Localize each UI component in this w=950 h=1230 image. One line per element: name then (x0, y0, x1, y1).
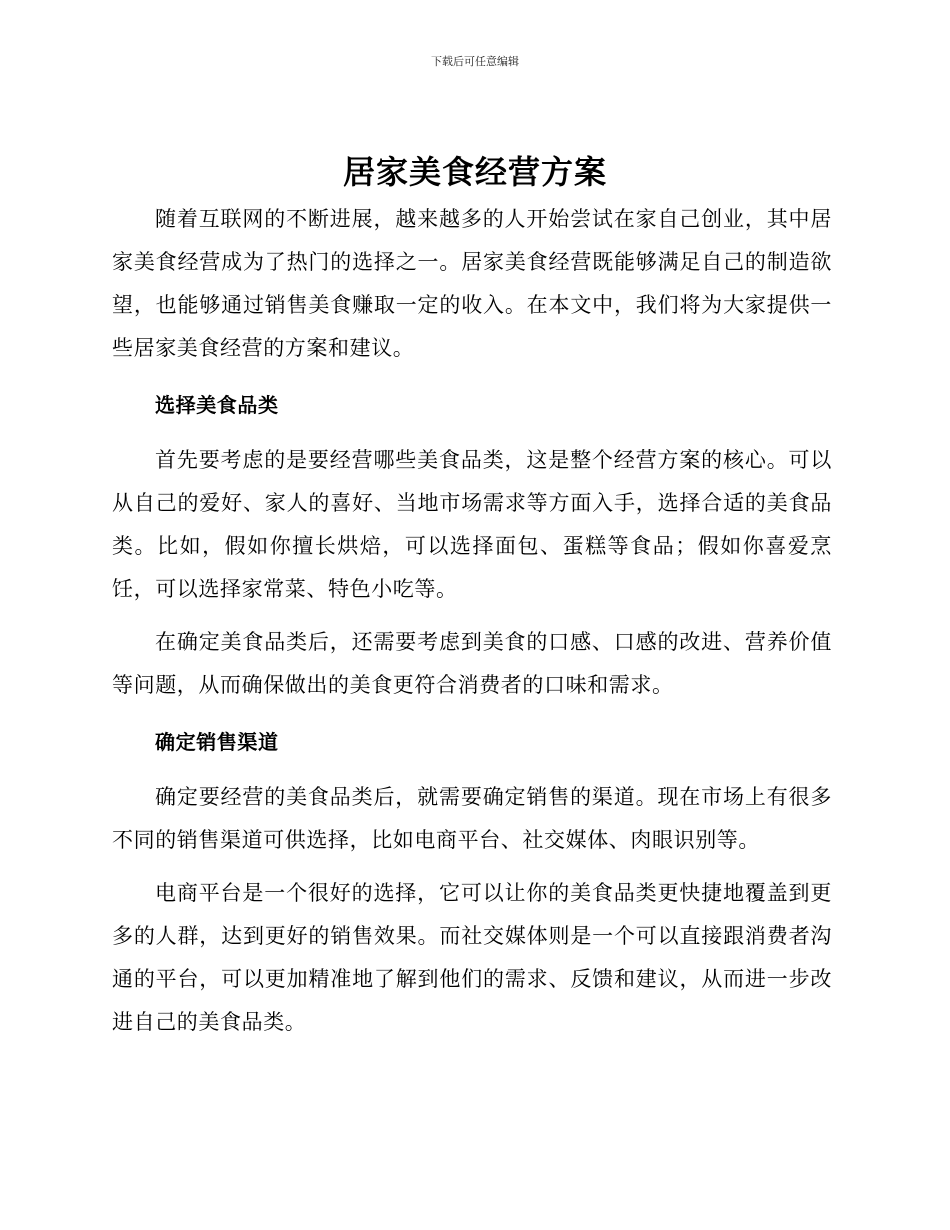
section-paragraph: 首先要考虑的是要经营哪些美食品类，这是整个经营方案的核心。可以从自己的爱好、家人的喜好、当地市场需求等方面入手，选择合适的美食品类。比如，假如你擅长烘焙，可以选择面包、蛋糕等食品；假如你喜爱烹饪，可以选择家常菜、特色小吃等。 (112, 448, 832, 601)
section-sales-channel (112, 721, 832, 1044)
section-heading: 选择美食品类 (155, 393, 279, 417)
header-note: 下载后可任意编辑 (431, 55, 519, 68)
section-heading: 确定销售渠道 (155, 730, 279, 754)
document-body (112, 198, 832, 1044)
section-paragraph: 确定要经营的美食品类后，就需要确定销售的渠道。现在市场上有很多不同的销售渠道可供选择，比如电商平台、社交媒体、肉眼识别等。 (112, 785, 832, 852)
section-paragraph: 电商平台是一个很好的选择，它可以让你的美食品类更快捷地覆盖到更多的人群，达到更好的销售效果。而社交媒体则是一个可以直接跟消费者沟通的平台，可以更加精准地了解到他们的需求、反馈和建议，从而进一步改进自己的美食品类。 (112, 881, 832, 1034)
document-title: 居家美食经营方案 (342, 153, 607, 191)
section-select-category (112, 384, 832, 707)
section-paragraph: 在确定美食品类后，还需要考虑到美食的口感、口感的改进、营养价值等问题，从而确保做出的美食更符合消费者的口味和需求。 (112, 630, 832, 697)
intro-paragraph: 随着互联网的不断进展，越来越多的人开始尝试在家自己创业，其中居家美食经营成为了热门的选择之一。居家美食经营既能够满足自己的制造欲望，也能够通过销售美食赚取一定的收入。在本文中，我们将为大家提供一些居家美食经营的方案和建议。 (112, 207, 832, 360)
